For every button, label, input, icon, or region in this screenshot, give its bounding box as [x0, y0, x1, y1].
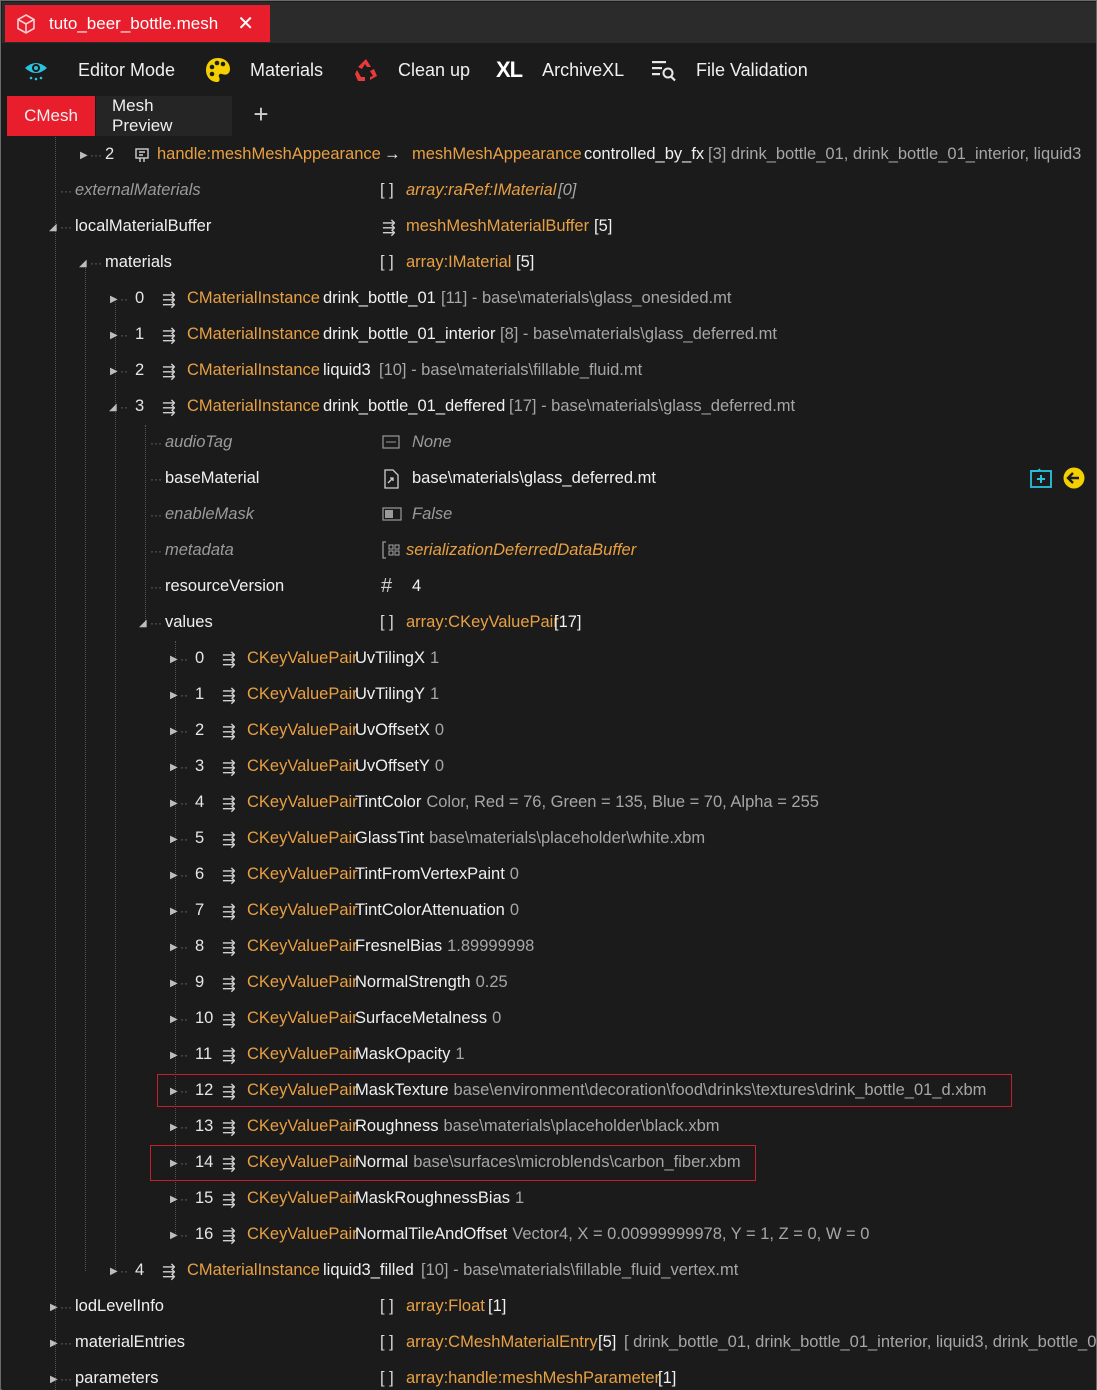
expand-arrow-icon[interactable]: ▶	[170, 978, 178, 989]
struct-icon: ⇶	[222, 723, 236, 741]
tree-row-value-2[interactable]: ▶ ·· 2 ⇶ CKeyValuePair UvOffsetX 0	[170, 721, 445, 741]
value-key: NormalStrength	[355, 973, 471, 991]
struct-icon: ⇶	[222, 1047, 236, 1065]
tree-row-value-3[interactable]: ▶ ·· 3 ⇶ CKeyValuePair UvOffsetY 0	[170, 757, 445, 777]
value-content: 0	[434, 721, 445, 739]
value-type: CKeyValuePair	[247, 685, 358, 703]
tree-row-appearance[interactable]: ▶ ··· 2 handle:meshMeshAppearance → meshMeshAppearance controlled_by_fx [3] drink_bottle_01, drink_bottle_01_interior, liquid3	[80, 145, 1082, 163]
tree-row-value-16[interactable]: ▶ ·· 16 ⇶ CKeyValuePair NormalTileAndOffset Vector4, X = 0.00999999978, Y = 1, Z = 0, W = 0	[170, 1225, 870, 1245]
value-index: 1	[195, 685, 205, 703]
go-back-arrow-icon[interactable]	[1063, 467, 1085, 489]
value-index: 15	[195, 1189, 214, 1207]
value-key: UvOffsetX	[355, 721, 430, 739]
value-content: Vector4, X = 0.00999999978, Y = 1, Z = 0, W = 0	[512, 1225, 870, 1243]
close-icon[interactable]: ✕	[237, 13, 254, 35]
tab-cmesh[interactable]	[7, 96, 95, 136]
value-type: CKeyValuePair	[247, 1081, 358, 1099]
value-index: 9	[195, 973, 205, 991]
value-index: 7	[195, 901, 205, 919]
handle-icon	[133, 146, 151, 164]
tree-row-parameters[interactable]: ▶ ··· parameters [ ] array:handle:meshMeshParameter [1]	[50, 1369, 677, 1387]
expand-arrow-icon[interactable]: ▶	[170, 1158, 178, 1169]
tree-row-material-4[interactable]: ▶ ·· 4 ⇶ CMaterialInstance liquid3_filled [10] - base\materials\fillable_fluid_vertex.mt	[110, 1261, 739, 1281]
tree-row-value-7[interactable]: ▶ ·· 7 ⇶ CKeyValuePair TintColorAttenuation 0	[170, 901, 519, 921]
expand-arrow-icon[interactable]: ▶	[170, 1014, 178, 1025]
mesh-cube-icon	[15, 13, 37, 35]
value-type: CKeyValuePair	[247, 721, 358, 739]
tree-row-material-3[interactable]: ◢ ·· 3 ⇶ CMaterialInstance drink_bottle_01_deffered [17] - base\materials\glass_deferred.mt	[109, 397, 796, 417]
struct-icon: ⇶	[162, 291, 176, 309]
archivexl-label: ArchiveXL	[542, 59, 625, 80]
tree-row-materialEntries[interactable]: ▶ ··· materialEntries [ ] array:CMeshMaterialEntry [5] [ drink_bottle_01, drink_bottle_01_interior, liquid3, drink_bottle_0	[50, 1333, 1096, 1351]
value-key: MaskRoughnessBias	[355, 1189, 510, 1207]
value-content: 0	[434, 757, 445, 775]
expand-arrow-icon[interactable]: ▶	[170, 1050, 178, 1061]
tree-row-value-1[interactable]: ▶ ·· 1 ⇶ CKeyValuePair UvTilingY 1	[170, 685, 440, 705]
file-validation-button[interactable]	[650, 45, 808, 95]
tree-row-value-12[interactable]: ▶ ·· 12 ⇶ CKeyValuePair MaskTexture base\environment\decoration\food\drinks\textures\drink_bottle_01_d.xbm	[170, 1081, 987, 1101]
tree-row-material-2[interactable]: ▶ ·· 2 ⇶ CMaterialInstance liquid3 [10] - base\materials\fillable_fluid.mt	[110, 361, 643, 381]
expand-arrow-icon[interactable]: ▶	[170, 942, 178, 953]
value-key: GlassTint	[355, 829, 425, 847]
value-type: CKeyValuePair	[247, 649, 358, 667]
expand-arrow-icon[interactable]: ▶	[170, 690, 178, 701]
tree-row-localMaterialBuffer[interactable]: ◢ ··· localMaterialBuffer ⇶ meshMeshMaterialBuffer [5]	[49, 217, 613, 237]
tab-mesh-preview-label: Mesh Preview	[112, 96, 173, 135]
value-content: base\materials\placeholder\black.xbm	[443, 1117, 720, 1135]
tree-row-value-11[interactable]: ▶ ·· 11 ⇶ CKeyValuePair MaskOpacity 1	[170, 1045, 465, 1065]
struct-icon: ⇶	[162, 399, 176, 417]
list-search-icon	[650, 56, 678, 84]
value-key: UvTilingX	[355, 649, 425, 667]
value-type: CKeyValuePair	[247, 793, 358, 811]
highlight-box-normal	[150, 1145, 756, 1181]
value-content: 1.89999998	[447, 937, 535, 955]
buffer-icon	[382, 541, 402, 559]
value-key: NormalTileAndOffset	[355, 1225, 508, 1243]
value-index: 10	[195, 1009, 214, 1027]
value-index: 3	[195, 757, 205, 775]
value-content: 0	[492, 1009, 502, 1027]
toggle-icon	[382, 507, 402, 521]
clean-up-button[interactable]	[352, 45, 470, 95]
struct-icon: ⇶	[222, 795, 236, 813]
value-type: CKeyValuePair	[247, 1009, 358, 1027]
value-index: 0	[195, 649, 205, 667]
highlight-box-masktexture	[157, 1074, 1012, 1107]
collapse-arrow-icon[interactable]: ◢	[109, 402, 117, 413]
value-type: CKeyValuePair	[247, 757, 358, 775]
tree-row-material-1[interactable]: ▶ ·· 1 ⇶ CMaterialInstance drink_bottle_01_interior [8] - base\materials\glass_deferred.mt	[110, 325, 777, 345]
struct-icon: ⇶	[222, 651, 236, 669]
expand-arrow-icon[interactable]: ▶	[170, 906, 178, 917]
tree-row-baseMaterial[interactable]: ··· baseMaterial base\materials\glass_deferred.mt	[2, 461, 1096, 497]
value-index: 13	[195, 1117, 214, 1135]
value-index: 8	[195, 937, 205, 955]
expand-arrow-icon[interactable]: ▶	[110, 1266, 118, 1277]
number-hash-icon: #	[381, 575, 393, 597]
struct-icon: ⇶	[162, 363, 176, 381]
struct-icon: ⇶	[222, 1191, 236, 1209]
xl-logo-icon: XL	[496, 57, 523, 82]
tree-row-enableMask[interactable]: ··· enableMask False	[150, 505, 453, 523]
value-key: FresnelBias	[355, 937, 443, 955]
value-type: CKeyValuePair	[247, 973, 358, 991]
value-type: CKeyValuePair	[247, 1153, 358, 1171]
value-index: 5	[195, 829, 205, 847]
expand-arrow-icon[interactable]: ▶	[170, 798, 178, 809]
expand-arrow-icon[interactable]: ▶	[110, 294, 118, 305]
expand-arrow-icon[interactable]: ▶	[170, 762, 178, 773]
struct-icon: ⇶	[222, 1227, 236, 1245]
value-content: base\surfaces\microblends\carbon_fiber.xbm	[413, 1153, 741, 1171]
value-content: base\materials\placeholder\white.xbm	[429, 829, 706, 847]
editor-mode-label: Editor Mode	[78, 59, 176, 80]
value-content: base\environment\decoration\food\drinks\textures\drink_bottle_01_d.xbm	[453, 1081, 987, 1099]
struct-icon: ⇶	[222, 939, 236, 957]
value-key: TintFromVertexPaint	[355, 865, 505, 883]
tree-row-value-10[interactable]: ▶ ·· 10 ⇶ CKeyValuePair SurfaceMetalness 0	[170, 1009, 502, 1029]
expand-arrow-icon[interactable]: ▶	[110, 330, 118, 341]
expand-arrow-icon[interactable]: ▶	[170, 726, 178, 737]
expand-arrow-icon[interactable]: ▶	[170, 834, 178, 845]
value-type: CKeyValuePair	[247, 1225, 358, 1243]
materials-label: Materials	[250, 59, 324, 80]
struct-icon: ⇶	[222, 867, 236, 885]
struct-icon: ⇶	[162, 1263, 176, 1281]
tree-row-audioTag[interactable]: ··· audioTag None	[150, 433, 452, 451]
struct-icon: ⇶	[222, 1011, 236, 1029]
value-type: CKeyValuePair	[247, 1045, 358, 1063]
expand-arrow-icon[interactable]: ▶	[170, 870, 178, 881]
tree-row-values[interactable]: ◢ ··· values [ ] array:CKeyValuePair [17]	[139, 613, 582, 631]
toolbar	[2, 45, 1096, 95]
value-content: 1	[515, 1189, 525, 1207]
tree-row-resourceVersion[interactable]: ··· resourceVersion # 4	[150, 575, 422, 597]
add-tab-icon[interactable]: +	[253, 99, 269, 129]
expand-arrow-icon[interactable]: ▶	[80, 150, 88, 161]
value-content: Color, Red = 76, Green = 135, Blue = 70, Alpha = 255	[426, 793, 819, 811]
struct-icon: ⇶	[222, 1155, 236, 1173]
expand-arrow-icon[interactable]: ▶	[170, 1230, 178, 1241]
tree-row-value-0[interactable]: ▶ ·· 0 ⇶ CKeyValuePair UvTilingX 1	[170, 649, 440, 669]
recycle-icon	[352, 56, 380, 84]
value-content: 0	[509, 901, 519, 919]
value-type: CKeyValuePair	[247, 829, 358, 847]
tree-row-value-6[interactable]: ▶ ·· 6 ⇶ CKeyValuePair TintFromVertexPaint 0	[170, 865, 519, 885]
collapse-arrow-icon[interactable]: ◢	[49, 222, 57, 233]
collapse-arrow-icon[interactable]: ◢	[79, 258, 87, 269]
tree-row-lodLevelInfo[interactable]: ▶ ··· lodLevelInfo [ ] array:Float [1]	[50, 1297, 507, 1315]
expand-arrow-icon[interactable]: ▶	[170, 1086, 178, 1097]
tab-cmesh-label: CMesh	[24, 106, 78, 125]
eye-icon	[22, 56, 50, 84]
file-link-icon	[382, 469, 400, 489]
value-key: MaskTexture	[355, 1081, 449, 1099]
struct-icon: ⇶	[222, 903, 236, 921]
tree-row-value-5[interactable]: ▶ ·· 5 ⇶ CKeyValuePair GlassTint base\materials\placeholder\white.xbm	[170, 829, 706, 849]
text-field-icon	[382, 435, 400, 449]
expand-arrow-icon[interactable]: ▶	[170, 1194, 178, 1205]
value-key: MaskOpacity	[355, 1045, 451, 1063]
struct-icon: ⇶	[222, 687, 236, 705]
add-to-project-icon[interactable]	[1030, 468, 1052, 488]
value-type: CKeyValuePair	[247, 937, 358, 955]
value-content: 0	[509, 865, 519, 883]
value-index: 14	[195, 1153, 214, 1171]
struct-icon: ⇶	[222, 831, 236, 849]
tree-row-value-15[interactable]: ▶ ·· 15 ⇶ CKeyValuePair MaskRoughnessBias 1	[170, 1189, 525, 1209]
file-tab[interactable]	[5, 5, 270, 42]
struct-icon: ⇶	[222, 1083, 236, 1101]
file-tab-title: tuto_beer_bottle.mesh	[49, 13, 219, 33]
struct-icon: ⇶	[222, 975, 236, 993]
clean-up-label: Clean up	[398, 59, 471, 80]
expand-arrow-icon[interactable]: ▶	[110, 366, 118, 377]
tree-row-externalMaterials[interactable]: ··· externalMaterials [ ] array:raRef:IMaterial [0]	[60, 181, 577, 199]
struct-icon: ⇶	[162, 327, 176, 345]
value-type: CKeyValuePair	[247, 1189, 358, 1207]
tree-row-material-0[interactable]: ▶ ·· 0 ⇶ CMaterialInstance drink_bottle_01 [11] - base\materials\glass_onesided.mt	[110, 289, 732, 309]
value-content: 1	[430, 649, 440, 667]
palette-icon	[204, 56, 232, 84]
value-index: 6	[195, 865, 205, 883]
materials-button[interactable]	[204, 45, 323, 95]
tree-row-value-14[interactable]: ▶ ·· 14 ⇶ CKeyValuePair Normal base\surfaces\microblends\carbon_fiber.xbm	[170, 1153, 741, 1173]
tree-row-value-13[interactable]: ▶ ·· 13 ⇶ CKeyValuePair Roughness base\materials\placeholder\black.xbm	[170, 1117, 720, 1137]
expand-arrow-icon[interactable]: ▶	[170, 654, 178, 665]
value-key: TintColor	[355, 793, 422, 811]
file-validation-label: File Validation	[696, 59, 808, 80]
struct-icon: ⇶	[222, 759, 236, 777]
value-content: 1	[455, 1045, 465, 1063]
tree-row-value-8[interactable]: ▶ ·· 8 ⇶ CKeyValuePair FresnelBias 1.89999998	[170, 937, 535, 957]
struct-icon: ⇶	[222, 1119, 236, 1137]
value-key: Normal	[355, 1153, 409, 1171]
value-type: CKeyValuePair	[247, 865, 358, 883]
value-index: 12	[195, 1081, 214, 1099]
editor-mode-button[interactable]	[22, 45, 175, 95]
value-content: 0.25	[475, 973, 508, 991]
value-key: SurfaceMetalness	[355, 1009, 488, 1027]
tree-row-materials[interactable]: ◢ ··· materials [ ] array:IMaterial [5]	[79, 253, 535, 271]
expand-arrow-icon[interactable]: ▶	[50, 1302, 58, 1313]
tree-row-value-9[interactable]: ▶ ·· 9 ⇶ CKeyValuePair NormalStrength 0.25	[170, 973, 508, 993]
value-index: 16	[195, 1225, 214, 1243]
value-type: CKeyValuePair	[247, 901, 358, 919]
tab-mesh-preview[interactable]	[96, 96, 232, 136]
archivexl-button[interactable]	[496, 45, 624, 95]
expand-arrow-icon[interactable]: ▶	[50, 1338, 58, 1349]
value-type: CKeyValuePair	[247, 1117, 358, 1135]
value-key: Roughness	[355, 1117, 439, 1135]
collapse-arrow-icon[interactable]: ◢	[139, 618, 147, 629]
tree-row-value-4[interactable]: ▶ ·· 4 ⇶ CKeyValuePair TintColor Color, Red = 76, Green = 135, Blue = 70, Alpha = 255	[170, 793, 819, 813]
value-index: 4	[195, 793, 205, 811]
value-index: 11	[195, 1045, 213, 1063]
tree-row-metadata[interactable]: ··· metadata serializationDeferredDataBuffer	[150, 541, 637, 559]
struct-icon: ⇶	[382, 219, 396, 237]
value-key: TintColorAttenuation	[355, 901, 505, 919]
value-key: UvTilingY	[355, 685, 425, 703]
value-key: UvOffsetY	[355, 757, 430, 775]
file-tab-bar	[2, 2, 1096, 43]
expand-arrow-icon[interactable]: ▶	[170, 1122, 178, 1133]
property-tree	[2, 137, 1096, 1390]
value-content: 1	[430, 685, 440, 703]
expand-arrow-icon[interactable]: ▶	[50, 1374, 58, 1385]
value-index: 2	[195, 721, 205, 739]
document-tabs	[2, 96, 1096, 136]
